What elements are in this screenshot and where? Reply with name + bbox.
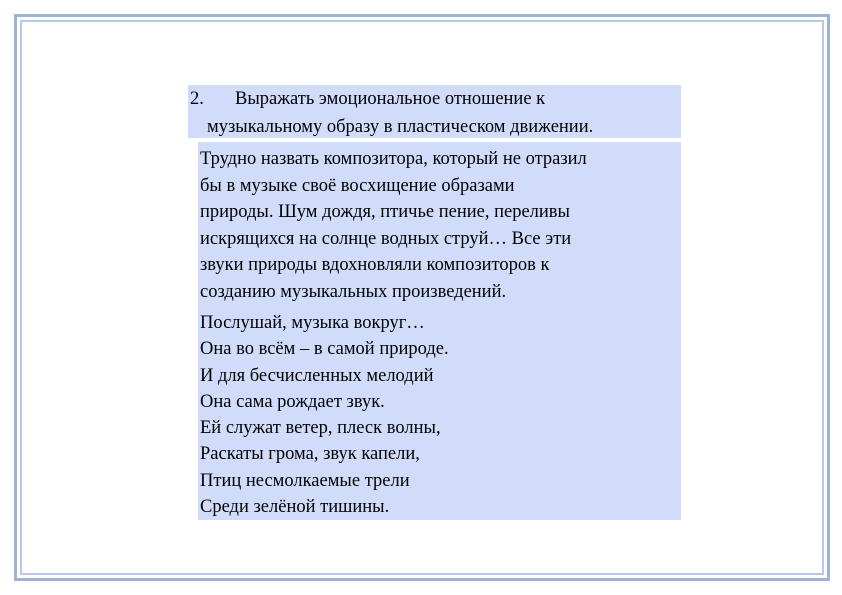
- poem-line: Раскаты грома, звук капели,: [200, 444, 420, 465]
- paragraph-line: звуки природы вдохновляли композиторов к: [200, 255, 550, 276]
- paragraph-line: созданию музыкальных произведений.: [200, 281, 507, 302]
- paragraph-line: Трудно назвать композитора, который не отразил: [200, 149, 587, 169]
- heading-second-line: музыкальному образу в пластическом движении.: [207, 117, 594, 137]
- poem-line: Ей служат ветер, плеск волны,: [200, 418, 441, 439]
- poem-line: Послушай, музыка вокруг…: [200, 313, 425, 333]
- poem-line: Птиц несмолкаемые трели: [200, 470, 410, 491]
- heading-first-line: [190, 88, 545, 110]
- paragraph-line: природы. Шум дождя, птичье пение, переливы: [200, 202, 570, 223]
- poem: [200, 310, 449, 520]
- poem-line: Она во всём – в самой природе.: [200, 339, 449, 360]
- poem-line: И для бесчисленных мелодий: [200, 365, 434, 386]
- intro-paragraph: [200, 146, 587, 306]
- paragraph-line: искрящихся на солнце водных струй… Все эти: [200, 228, 572, 249]
- paragraph-line: бы в музыке своё восхищение образами: [200, 175, 515, 196]
- poem-line: Среди зелёной тишины.: [200, 497, 390, 518]
- poem-line: Она сама рождает звук.: [200, 391, 385, 412]
- heading-line1-text: Выражать эмоциональное отношение к: [235, 89, 546, 109]
- heading-number: 2.: [190, 89, 204, 109]
